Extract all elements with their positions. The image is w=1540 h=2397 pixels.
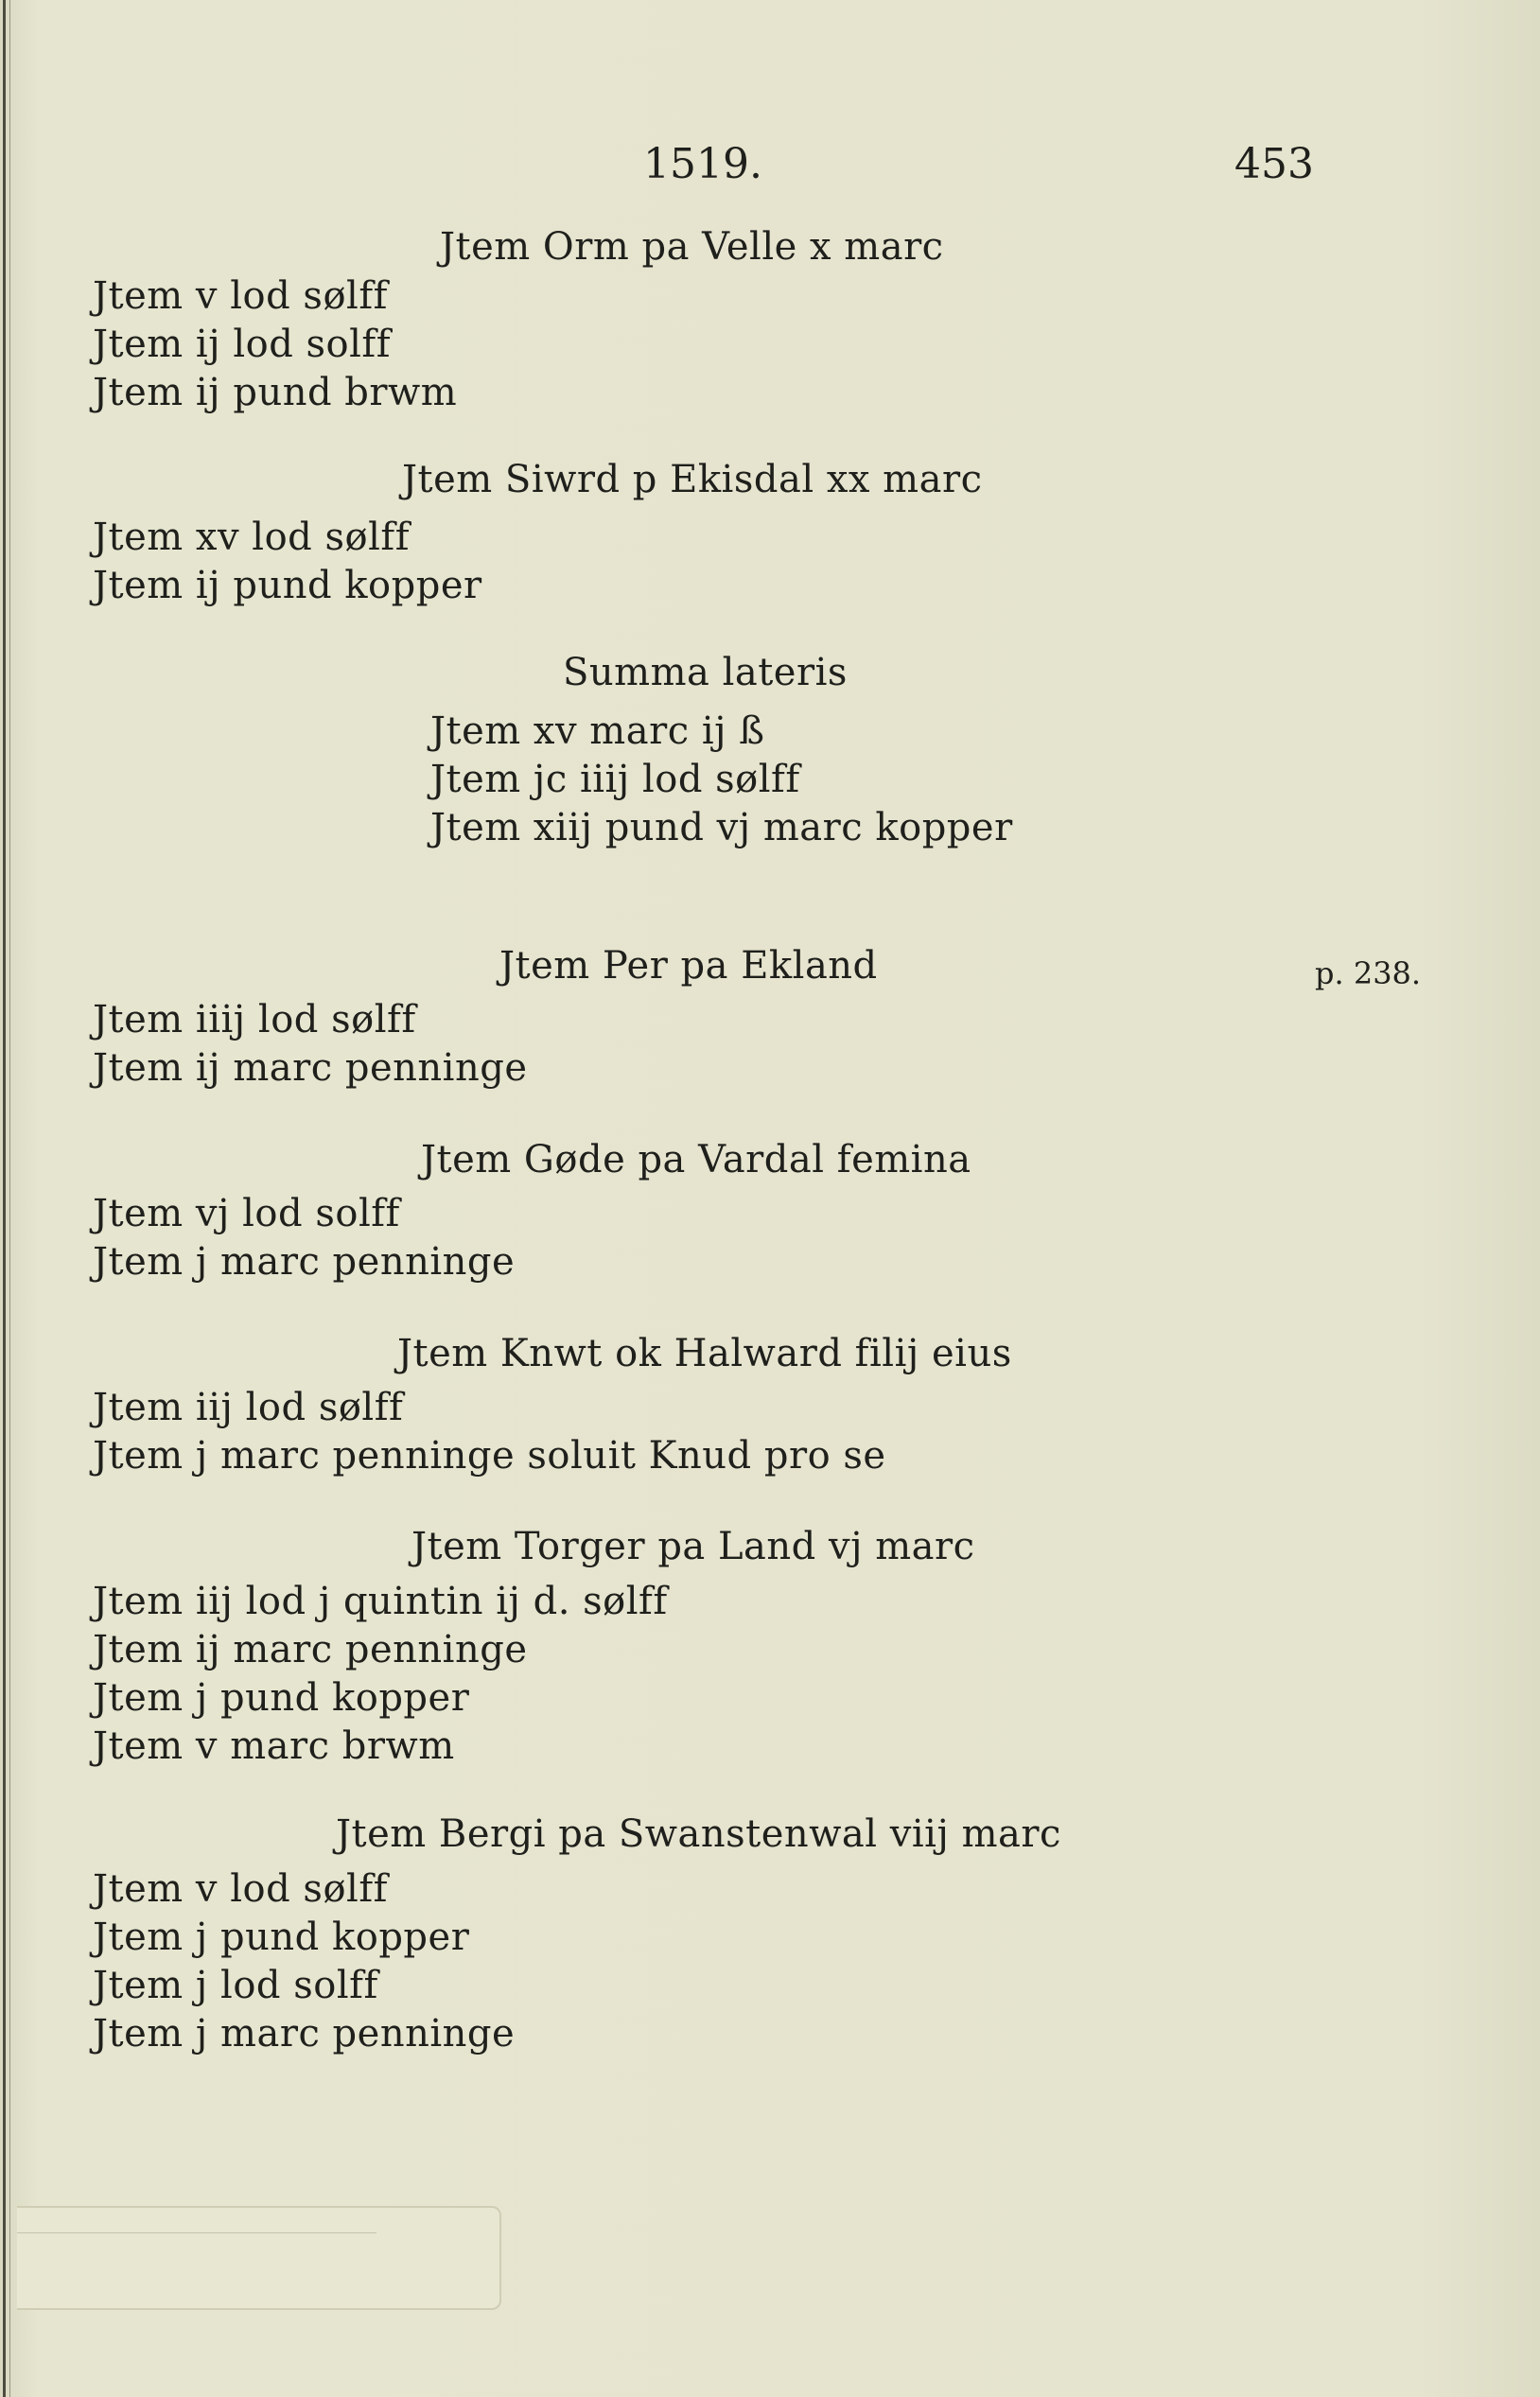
entry-line: Jtem ij marc penninge <box>93 1046 528 1090</box>
section-heading: Jtem Torger pa Land vj marc <box>411 1525 975 1568</box>
section-heading: Jtem Orm pa Velle x marc <box>440 225 944 269</box>
entry-line: Jtem j pund kopper <box>93 1916 470 1959</box>
entry-line: Jtem ij pund kopper <box>93 564 482 607</box>
section-heading: Jtem Siwrd p Ekisdal xx marc <box>402 458 983 501</box>
section-heading: Jtem Knwt ok Halward filij eius <box>397 1332 1012 1375</box>
entry-line: Jtem j marc penninge <box>93 1240 516 1284</box>
section-heading: Jtem Per pa Ekland <box>499 944 878 988</box>
margin-note: p. 238. <box>1315 955 1422 991</box>
page-edge <box>3 0 6 2397</box>
entry-line: Jtem j marc penninge soluit Knud pro se <box>93 1434 886 1478</box>
entry-line: Jtem xv lod sølff <box>93 516 411 559</box>
entry-line: Jtem v lod sølff <box>93 1867 388 1911</box>
entry-line: Jtem ij marc penninge <box>93 1628 528 1671</box>
entry-line: Jtem ij pund brwm <box>93 371 458 414</box>
page-number: 453 <box>1234 140 1314 188</box>
entry-line: Jtem xiij pund vj marc kopper <box>430 806 1013 849</box>
entry-line: Jtem v lod sølff <box>93 274 388 318</box>
entry-line: Jtem iij lod j quintin ij d. sølff <box>93 1580 668 1623</box>
entry-line: Jtem iij lod sølff <box>93 1386 404 1429</box>
entry-line: Jtem j marc penninge <box>93 2012 516 2056</box>
entry-line: Jtem jc iiij lod sølff <box>430 758 800 801</box>
section-heading: Jtem Gøde pa Vardal femina <box>421 1138 971 1181</box>
section-heading: Jtem Bergi pa Swanstenwal viij marc <box>336 1812 1061 1856</box>
paper-tab-line <box>17 2232 376 2233</box>
entry-line: Jtem ij lod solff <box>93 323 392 366</box>
page-edge-inner <box>9 0 10 2397</box>
entry-line: Jtem j pund kopper <box>93 1676 470 1720</box>
header-year: 1519. <box>643 140 762 188</box>
section-heading: Summa lateris <box>563 651 848 694</box>
entry-line: Jtem j lod solff <box>93 1964 378 2007</box>
entry-line: Jtem v marc brwm <box>93 1724 455 1768</box>
paper-tab-mark <box>17 2206 501 2310</box>
entry-line: Jtem xv marc ij ß <box>430 709 765 753</box>
entry-line: Jtem vj lod solff <box>93 1192 400 1235</box>
entry-line: Jtem iiij lod sølff <box>93 998 416 1041</box>
